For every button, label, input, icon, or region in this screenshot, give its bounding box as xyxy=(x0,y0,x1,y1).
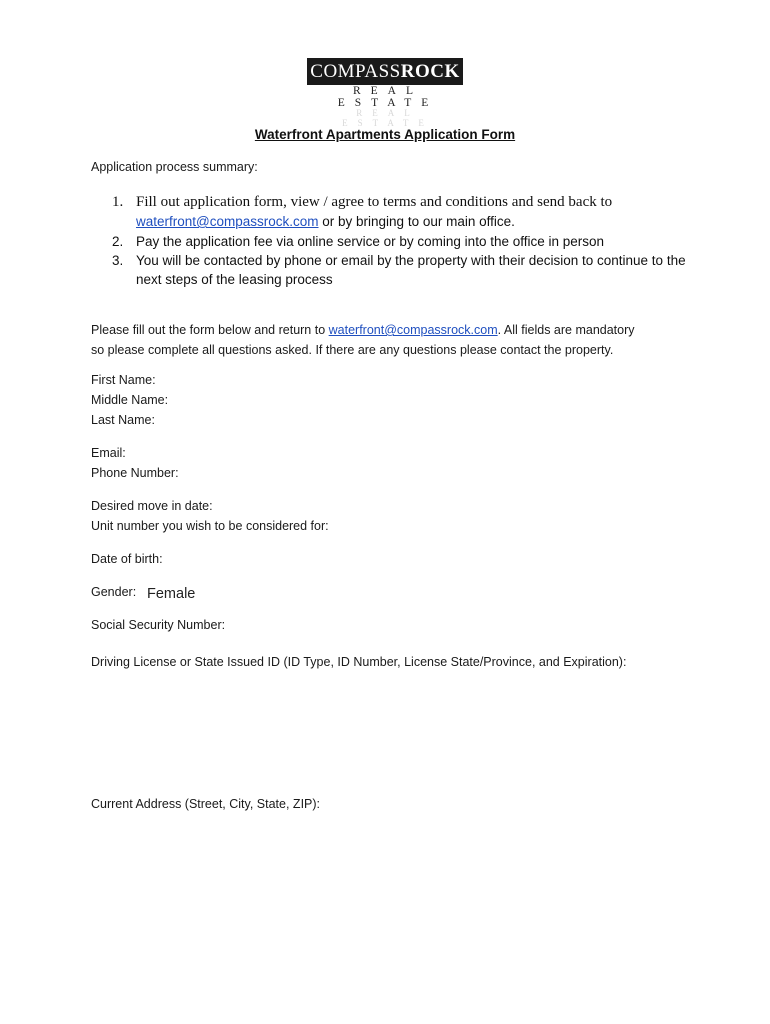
step-text: Fill out application form, view / agree to terms and conditions and send back to xyxy=(136,194,613,210)
ssn-label: Social Security Number: xyxy=(91,618,226,632)
move-in-date-label: Desired move in date: xyxy=(91,499,213,513)
phone-number-label: Phone Number: xyxy=(91,466,179,480)
step-number: 1. xyxy=(112,194,124,210)
step-item xyxy=(91,232,711,251)
logo-subtitle: REAL ESTATE xyxy=(337,85,439,109)
instructions-paragraph xyxy=(91,320,651,360)
form-title: Waterfront Apartments Application Form xyxy=(254,127,516,142)
unit-number-label: Unit number you wish to be considered for: xyxy=(91,519,329,533)
step-text: Pay the application fee via online service or by coming into the office in person xyxy=(136,234,605,249)
first-name-label: First Name: xyxy=(91,373,156,387)
company-logo xyxy=(307,58,463,85)
middle-name-label: Middle Name: xyxy=(91,393,169,407)
email-link[interactable]: waterfront@compassrock.com xyxy=(136,214,319,229)
instructions-text-continued: . All fields are mandatory so please complete all questions asked. If there are any questions please contact the property. xyxy=(91,323,635,357)
summary-heading: Application process summary: xyxy=(91,160,258,174)
email-label: Email: xyxy=(91,446,126,460)
step-number: 3. xyxy=(112,253,124,268)
current-address-label: Current Address (Street, City, State, ZIP): xyxy=(91,797,321,811)
step-text: You will be contacted by phone or email by the property with their decision to continue to the next steps of the leasing process xyxy=(136,253,686,287)
email-link[interactable]: waterfront@compassrock.com xyxy=(328,323,498,337)
process-steps-list xyxy=(91,193,711,289)
last-name-label: Last Name: xyxy=(91,413,155,427)
logo-ghost-text: REAL ESTATE xyxy=(342,108,434,128)
logo-text-compass: COMPASS xyxy=(310,60,401,82)
date-of-birth-label: Date of birth: xyxy=(91,552,163,566)
gender-label: Gender: xyxy=(91,585,137,599)
step-number: 2. xyxy=(112,234,124,249)
gender-value[interactable]: Female xyxy=(147,586,196,602)
step-text-continued: or by bringing to our main office. xyxy=(318,214,515,229)
step-item xyxy=(91,193,711,232)
step-item xyxy=(91,251,711,289)
logo-text-rock: ROCK xyxy=(400,60,460,82)
instructions-text: Please fill out the form below and return to xyxy=(91,323,329,337)
drivers-license-label: Driving License or State Issued ID (ID Type, ID Number, License State/Province, and Expiration): xyxy=(91,655,627,669)
